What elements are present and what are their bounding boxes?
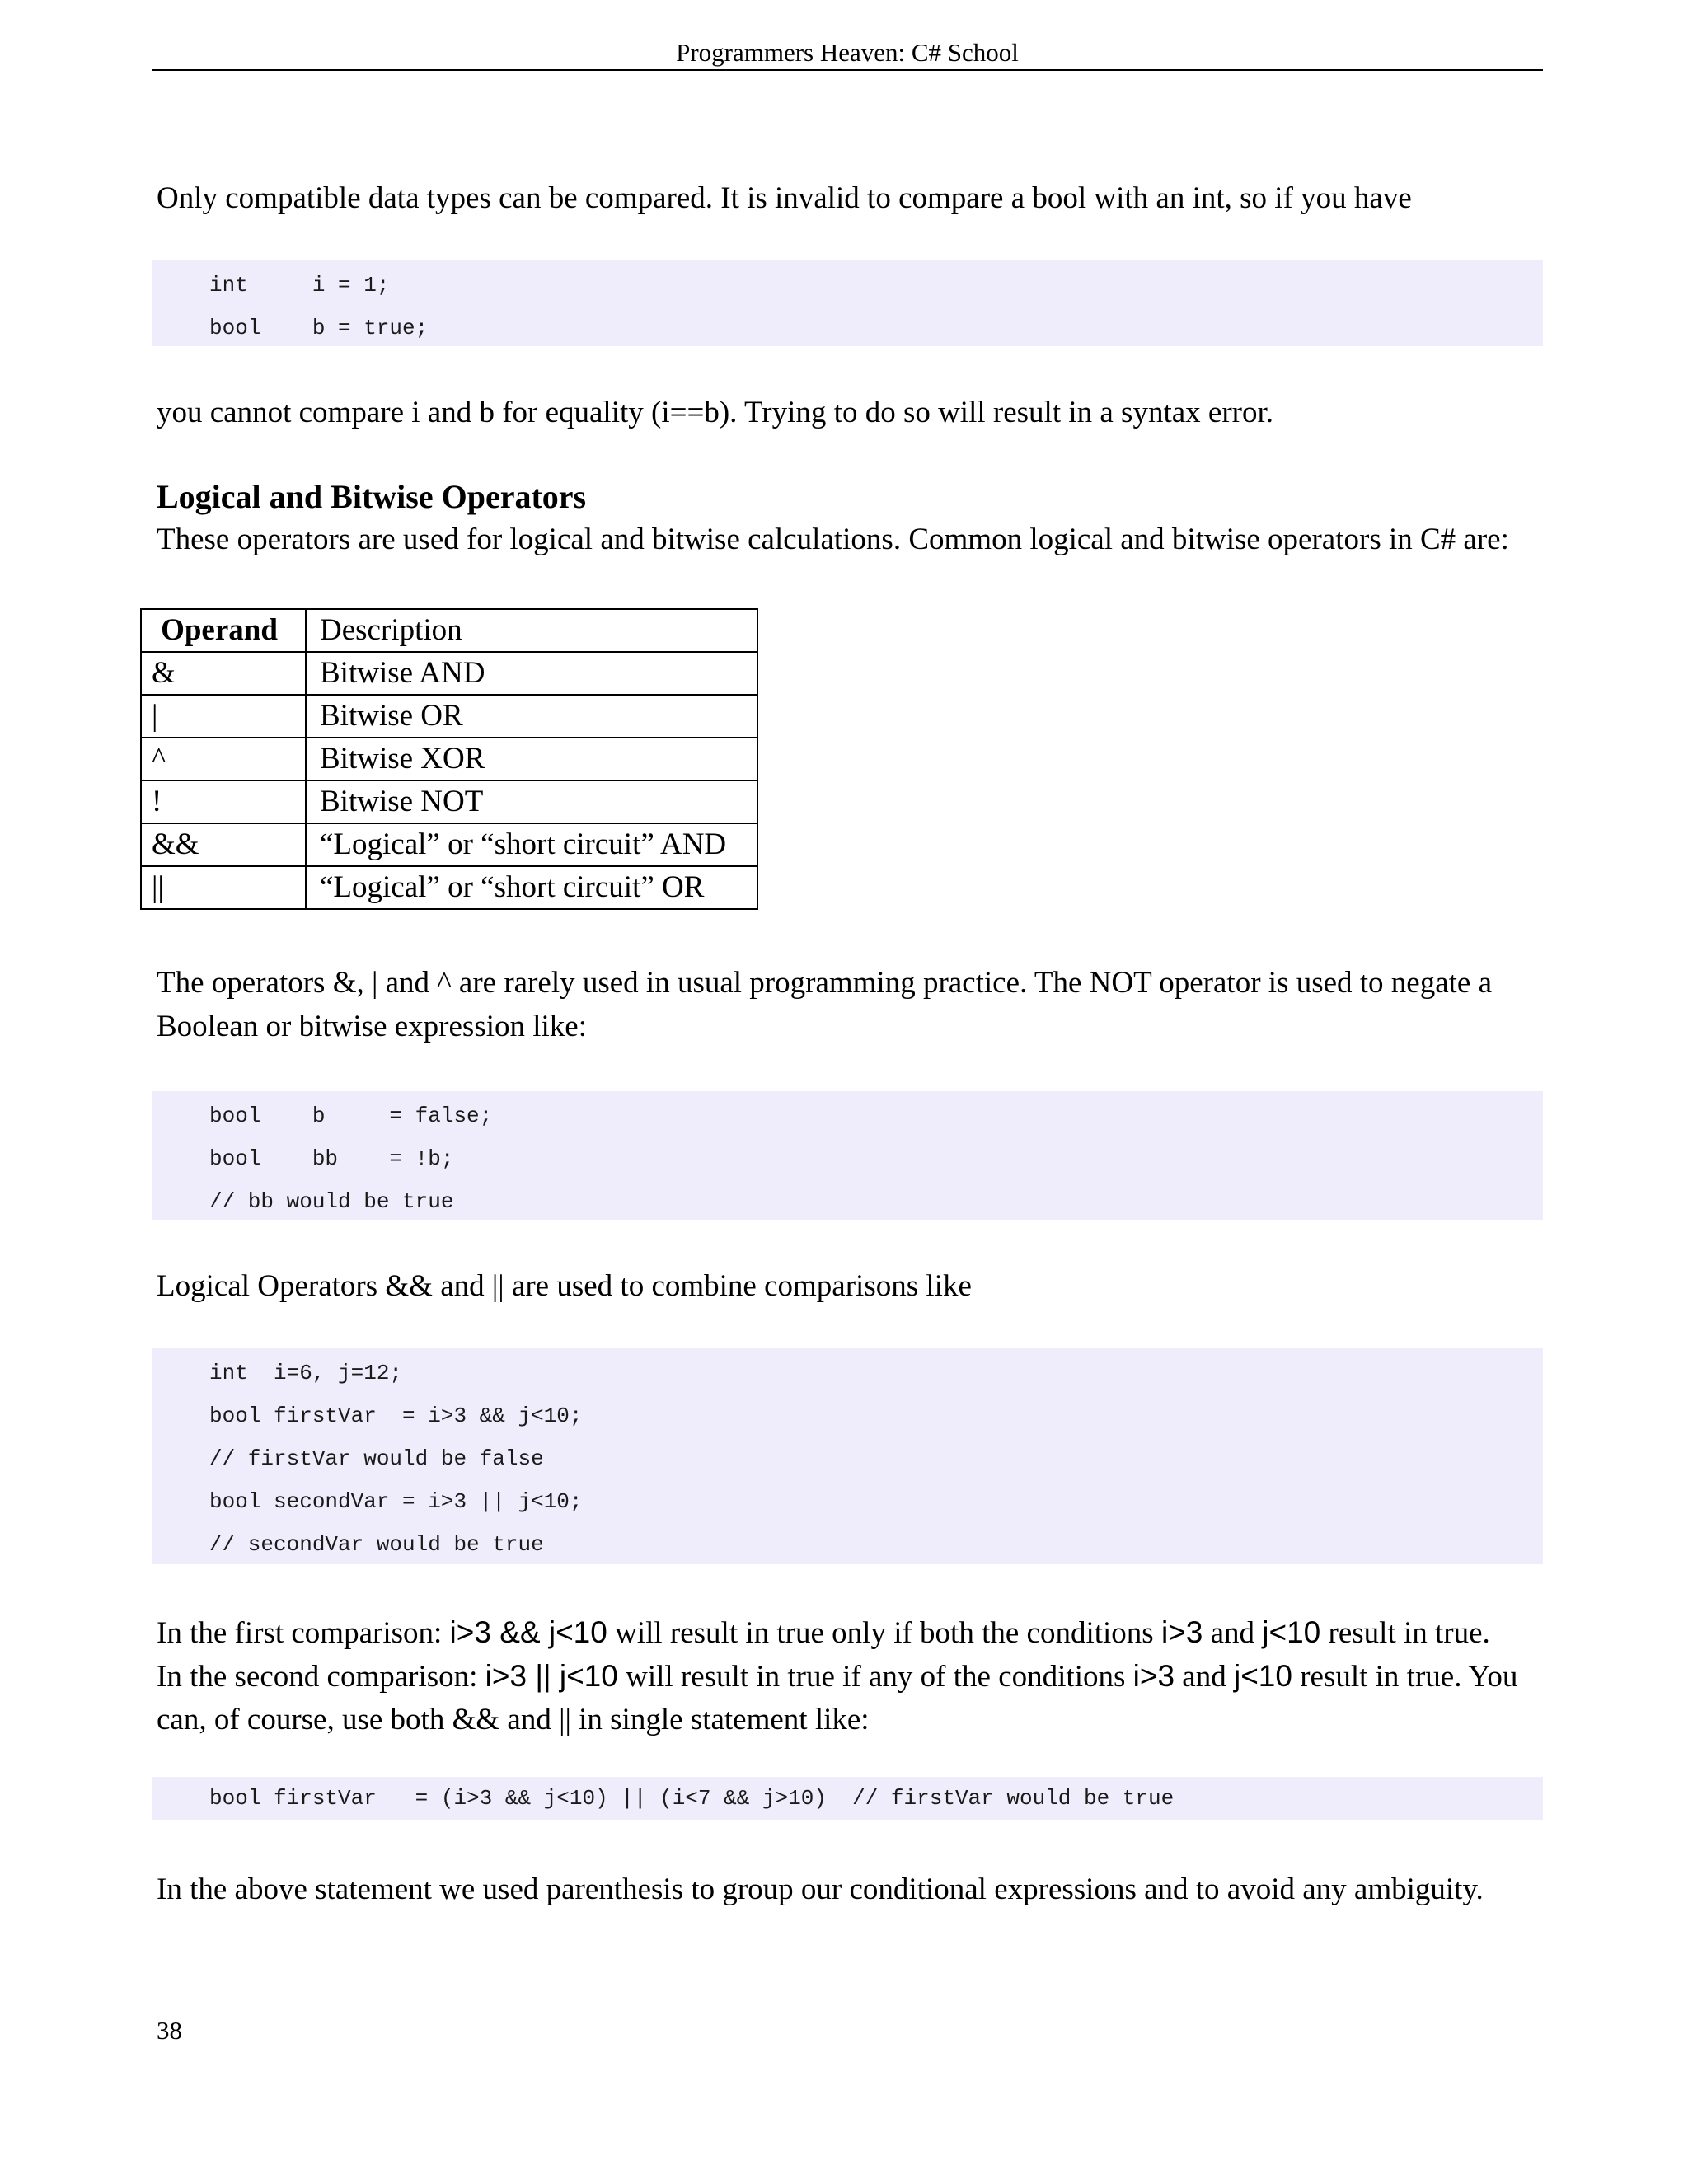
table-row <box>141 780 757 823</box>
code-line: bool b = true; <box>209 316 429 340</box>
inline-code: i>3 <box>1160 1615 1203 1649</box>
paragraph-first-comparison: In the first comparison: i>3 && j<10 will result in true only if both the conditions i>3 and j<10 result in true. <box>157 1615 1490 1650</box>
table-row <box>141 695 757 738</box>
code-block-declarations <box>152 260 1543 346</box>
code-line: bool secondVar = i>3 || j<10; <box>209 1489 583 1514</box>
paragraph-syntax-error: you cannot compare i and b for equality (i==b). Trying to do so will result in a syntax error. <box>157 396 1273 429</box>
code-block-combined <box>152 1777 1543 1820</box>
paragraph-rarely-used-line1: The operators &, | and ^ are rarely used in usual programming practice. The NOT operator is used to negate a <box>157 966 1493 1000</box>
inline-code: i>3 <box>1132 1659 1175 1693</box>
code-line: int i=6, j=12; <box>209 1361 403 1385</box>
table-row <box>141 823 757 866</box>
table-row <box>141 652 757 695</box>
table-header-row <box>141 609 757 652</box>
code-line: bool firstVar = (i>3 && j<10) || (i<7 && j>10) // firstVar would be true <box>209 1786 1175 1811</box>
table-header-description: Description <box>306 609 757 652</box>
table-cell-description: Bitwise NOT <box>306 780 757 823</box>
code-block-comparisons <box>152 1348 1543 1564</box>
paragraph-operators-intro: These operators are used for logical and bitwise calculations. Common logical and bitwise operators in C# are: <box>157 523 1509 556</box>
table-cell-description: Bitwise XOR <box>306 738 757 780</box>
running-header: Programmers Heaven: C# School <box>676 38 1019 67</box>
inline-code: i>3 || j<10 <box>485 1659 618 1693</box>
inline-code: i>3 && j<10 <box>449 1615 607 1649</box>
section-heading: Logical and Bitwise Operators <box>157 478 587 515</box>
code-line: bool bb = !b; <box>209 1146 454 1171</box>
table-cell-operand: & <box>141 652 306 695</box>
table-cell-operand: || <box>141 866 306 909</box>
paragraph-rarely-used-line2: Boolean or bitwise expression like: <box>157 1010 588 1043</box>
inline-code: j<10 <box>1262 1615 1321 1649</box>
table-cell-operand: ^ <box>141 738 306 780</box>
table-cell-description: Bitwise OR <box>306 695 757 738</box>
table-row <box>141 866 757 909</box>
code-block-not-operator <box>152 1091 1543 1220</box>
operators-table <box>140 608 758 910</box>
inline-code: j<10 <box>1233 1659 1292 1693</box>
paragraph-logical-operators: Logical Operators && and || are used to combine comparisons like <box>157 1269 972 1303</box>
code-line: // bb would be true <box>209 1189 454 1214</box>
paragraph-compatible-types: Only compatible data types can be compared. It is invalid to compare a bool with an int, so if you have <box>157 181 1412 215</box>
table-header-operand: Operand <box>141 609 306 652</box>
code-line: bool firstVar = i>3 && j<10; <box>209 1404 583 1428</box>
paragraph-second-comparison: In the second comparison: i>3 || j<10 will result in true if any of the conditions i>3 and j<10 result in true. You <box>157 1659 1518 1694</box>
header-rule <box>152 69 1543 71</box>
code-line: // secondVar would be true <box>209 1532 544 1557</box>
code-line: bool b = false; <box>209 1104 493 1128</box>
table-cell-description: Bitwise AND <box>306 652 757 695</box>
table-cell-operand: && <box>141 823 306 866</box>
code-line: int i = 1; <box>209 273 390 298</box>
table-row <box>141 738 757 780</box>
paragraph-combined-statement: can, of course, use both && and || in single statement like: <box>157 1703 870 1736</box>
page-number: 38 <box>157 2016 182 2045</box>
table-cell-operand: ! <box>141 780 306 823</box>
code-line: // firstVar would be false <box>209 1446 544 1471</box>
table-cell-operand: | <box>141 695 306 738</box>
paragraph-parenthesis: In the above statement we used parenthesis to group our conditional expressions and to avoid any ambiguity. <box>157 1872 1484 1906</box>
table-cell-description: “Logical” or “short circuit” AND <box>306 823 757 866</box>
table-cell-description: “Logical” or “short circuit” OR <box>306 866 757 909</box>
